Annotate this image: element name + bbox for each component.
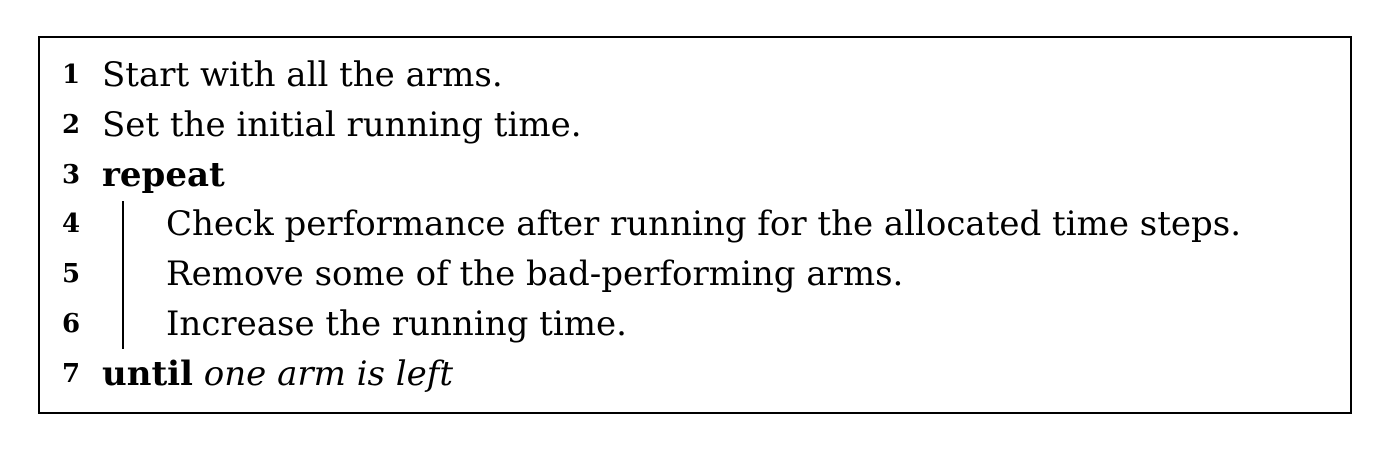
- line-number: 6: [62, 309, 81, 339]
- line-number: 7: [62, 359, 81, 389]
- algorithm-line-1: [40, 50, 1350, 100]
- repeat-keyword: repeat: [102, 155, 225, 195]
- line-number: 2: [62, 110, 81, 140]
- line-number: 3: [62, 160, 81, 190]
- until-keyword: until: [102, 354, 193, 394]
- algorithm-box: [38, 36, 1352, 414]
- line-text: Set the initial running time.: [102, 105, 582, 145]
- repeat-block-bar: [122, 201, 124, 349]
- line-text: Increase the running time.: [166, 304, 627, 344]
- algorithm-line-7: [40, 349, 1350, 399]
- algorithm-line-2: [40, 100, 1350, 150]
- line-number: 5: [62, 259, 81, 289]
- line-text: Remove some of the bad-performing arms.: [166, 254, 904, 294]
- algorithm-line-3: [40, 150, 1350, 200]
- line-text: Check performance after running for the allocated time steps.: [166, 204, 1242, 244]
- line-number: 4: [62, 209, 81, 239]
- loop-condition: one arm is left: [203, 354, 454, 394]
- line-number: 1: [62, 60, 81, 90]
- line-text: Start with all the arms.: [102, 55, 503, 95]
- algorithm-line-4: [40, 199, 1350, 249]
- algorithm-line-5: [40, 249, 1350, 299]
- algorithm-line-6: [40, 299, 1350, 349]
- until-clause: [102, 349, 453, 399]
